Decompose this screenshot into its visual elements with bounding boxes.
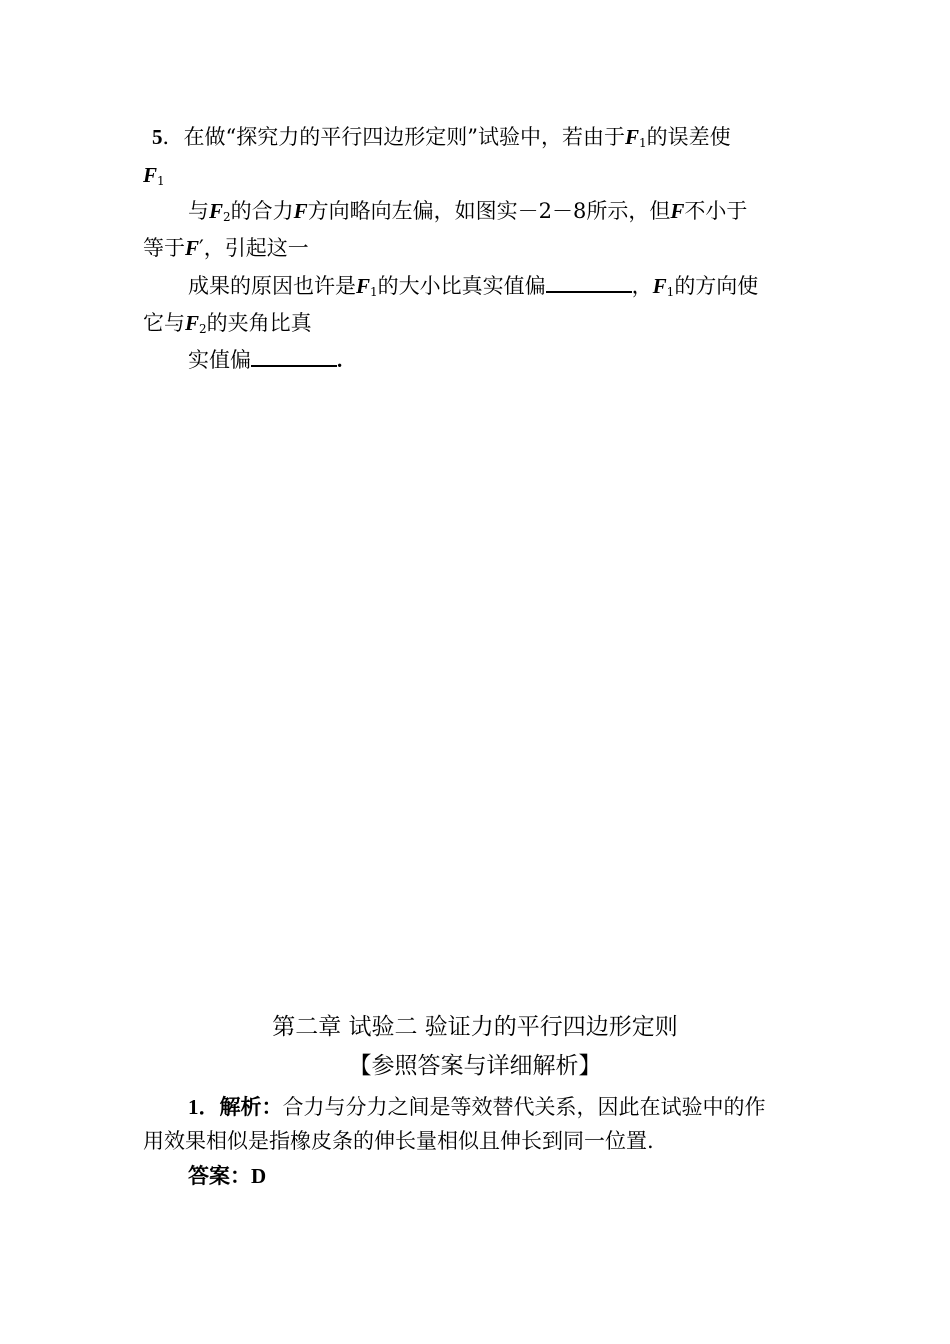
question-5-line-5 bbox=[188, 271, 950, 307]
question-5-line-6 bbox=[143, 308, 950, 344]
answer-value: D bbox=[251, 1164, 267, 1188]
text: 不小于 bbox=[684, 199, 748, 223]
answer-label: 答案： bbox=[188, 1164, 251, 1188]
text: ， bbox=[631, 274, 653, 298]
text: 实值偏 bbox=[188, 348, 251, 372]
text: 的方向使 bbox=[674, 274, 759, 298]
var-f: F bbox=[143, 163, 158, 187]
var-f: F bbox=[209, 199, 224, 223]
var-f: F bbox=[652, 274, 667, 298]
var-f: F bbox=[185, 236, 200, 260]
answer-number: 1． bbox=[188, 1095, 220, 1119]
text: 成果的原因也许是 bbox=[188, 274, 356, 298]
var-f: F bbox=[670, 199, 685, 223]
text: 与 bbox=[188, 199, 209, 223]
answer-1-line-1 bbox=[188, 1092, 950, 1122]
question-5-line-1 bbox=[152, 122, 950, 158]
text: 等于 bbox=[143, 236, 185, 260]
var-f: F bbox=[185, 311, 200, 335]
sub: 2 bbox=[199, 322, 207, 336]
var-f: F bbox=[624, 125, 639, 149]
answer-1-line-2: 用效果相似是指橡皮条的伸长量相似且伸长到同一位置. bbox=[143, 1129, 654, 1153]
question-5-line-2 bbox=[143, 160, 950, 196]
var-f: F bbox=[293, 199, 308, 223]
text: 的大小比真实值偏 bbox=[377, 274, 546, 298]
section-title: 第二章 试验二 验证力的平行四边形定则 bbox=[272, 1014, 678, 1040]
sub: 1 bbox=[370, 285, 378, 299]
answer-blank-1[interactable] bbox=[546, 271, 632, 293]
question-number: 5 bbox=[152, 125, 163, 149]
text: 的误差使 bbox=[646, 125, 731, 149]
sub: 1 bbox=[666, 285, 675, 299]
text: ．在做“探究力的平行四边形定则”试验中，若由于 bbox=[162, 125, 625, 149]
sub: 1 bbox=[157, 174, 165, 188]
text: 它与 bbox=[143, 311, 185, 335]
text: ，引起这一 bbox=[203, 236, 309, 260]
analysis-label: 解析： bbox=[219, 1095, 283, 1119]
question-5-line-7 bbox=[188, 345, 950, 375]
text: 方向略向左偏，如图实－2－8所示，但 bbox=[307, 199, 671, 223]
text: 合力与分力之间是等效替代关系，因此在试验中的作 bbox=[282, 1095, 766, 1119]
var-f: F bbox=[356, 274, 371, 298]
period: . bbox=[337, 348, 343, 372]
answer-1-result bbox=[188, 1161, 950, 1191]
text: 的夹角比真 bbox=[206, 311, 312, 335]
question-5-line-3 bbox=[188, 196, 950, 232]
sub: 1 bbox=[639, 136, 647, 150]
question-5-line-4 bbox=[143, 233, 950, 263]
section-subtitle: 【参照答案与详细解析】 bbox=[348, 1053, 602, 1079]
text: 的合力 bbox=[230, 199, 294, 223]
prime: ′ bbox=[199, 236, 204, 260]
sub: 2 bbox=[223, 210, 231, 224]
answer-blank-2[interactable] bbox=[251, 345, 337, 367]
